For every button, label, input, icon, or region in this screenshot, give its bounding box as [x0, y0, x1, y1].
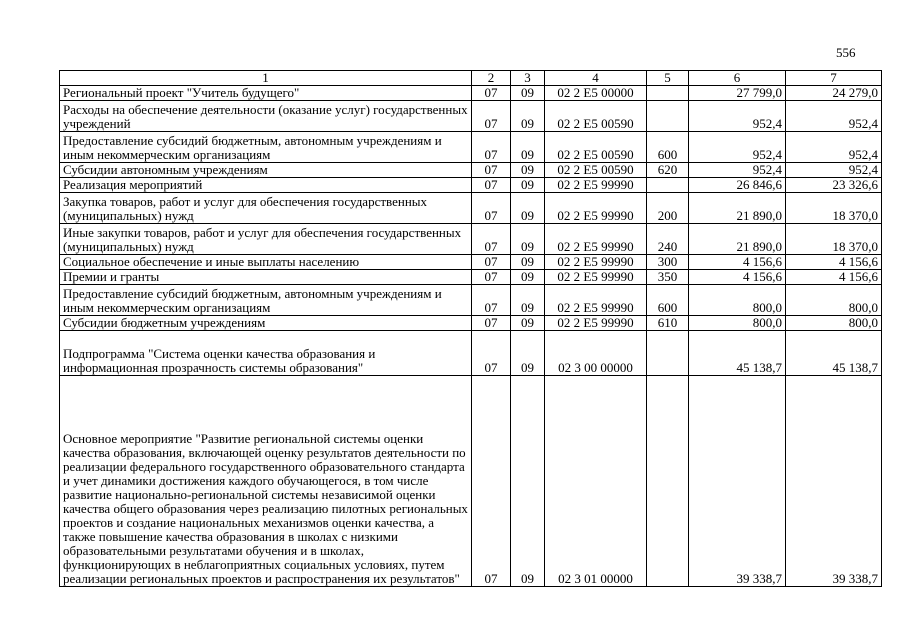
row-amount-col7: 952,4	[786, 163, 882, 178]
row-section: 07	[472, 255, 511, 270]
row-name: Закупка товаров, работ и услуг для обеспечения государственных (муниципальных) нужд	[60, 193, 472, 224]
row-target-code: 02 3 01 00000	[545, 376, 647, 587]
row-section: 07	[472, 224, 511, 255]
header-col-2: 2	[472, 71, 511, 86]
row-name: Иные закупки товаров, работ и услуг для обеспечения государственных (муниципальных) нужд	[60, 224, 472, 255]
row-target-code: 02 2 E5 99990	[545, 193, 647, 224]
row-target-code: 02 2 E5 99990	[545, 178, 647, 193]
row-amount-col7: 952,4	[786, 101, 882, 132]
row-amount-col7: 18 370,0	[786, 224, 882, 255]
page-number: 556	[836, 45, 856, 60]
table-row	[60, 178, 882, 193]
row-amount-col7: 800,0	[786, 285, 882, 316]
row-target-code: 02 2 E5 00590	[545, 101, 647, 132]
row-amount-col7: 39 338,7	[786, 376, 882, 587]
table-row	[60, 193, 882, 224]
table-row	[60, 224, 882, 255]
row-expense-type: 300	[647, 255, 689, 270]
row-expense-type	[647, 86, 689, 101]
row-name: Социальное обеспечение и иные выплаты населению	[60, 255, 472, 270]
row-target-code: 02 2 E5 99990	[545, 224, 647, 255]
row-section: 07	[472, 163, 511, 178]
row-amount-col6: 39 338,7	[689, 376, 786, 587]
row-name: Предоставление субсидий бюджетным, автономным учреждениям и иным некоммерческим организациям	[60, 132, 472, 163]
row-amount-col7: 18 370,0	[786, 193, 882, 224]
row-target-code: 02 2 E5 99990	[545, 316, 647, 331]
row-section: 07	[472, 316, 511, 331]
row-section: 07	[472, 285, 511, 316]
row-subsection: 09	[511, 86, 545, 101]
row-amount-col6: 952,4	[689, 101, 786, 132]
row-section: 07	[472, 132, 511, 163]
row-subsection: 09	[511, 316, 545, 331]
row-amount-col6: 800,0	[689, 285, 786, 316]
row-target-code: 02 2 E5 00590	[545, 163, 647, 178]
row-section: 07	[472, 376, 511, 587]
row-amount-col7: 4 156,6	[786, 255, 882, 270]
row-subsection: 09	[511, 270, 545, 285]
row-expense-type	[647, 376, 689, 587]
header-col-7: 7	[786, 71, 882, 86]
row-amount-col6: 21 890,0	[689, 193, 786, 224]
row-expense-type: 610	[647, 316, 689, 331]
row-subsection: 09	[511, 163, 545, 178]
row-name: Региональный проект "Учитель будущего"	[60, 86, 472, 101]
row-subsection: 09	[511, 331, 545, 376]
row-amount-col6: 800,0	[689, 316, 786, 331]
row-amount-col7: 45 138,7	[786, 331, 882, 376]
row-section: 07	[472, 331, 511, 376]
row-subsection: 09	[511, 193, 545, 224]
header-col-5: 5	[647, 71, 689, 86]
row-amount-col6: 952,4	[689, 132, 786, 163]
table-row	[60, 86, 882, 101]
row-expense-type: 600	[647, 285, 689, 316]
row-section: 07	[472, 270, 511, 285]
budget-table	[59, 70, 882, 587]
table-row	[60, 255, 882, 270]
row-amount-col7: 24 279,0	[786, 86, 882, 101]
row-name: Реализация мероприятий	[60, 178, 472, 193]
header-col-1: 1	[60, 71, 472, 86]
row-amount-col6: 26 846,6	[689, 178, 786, 193]
row-subsection: 09	[511, 285, 545, 316]
table-row	[60, 376, 882, 587]
row-target-code: 02 2 E5 99990	[545, 255, 647, 270]
row-subsection: 09	[511, 178, 545, 193]
row-amount-col6: 4 156,6	[689, 255, 786, 270]
table-row	[60, 285, 882, 316]
row-name: Основное мероприятие "Развитие региональной системы оценки качества образования, включающей оценку результатов деятельности по реализации федерального государственного образовательного стандарта и учет динамики достижения каждого обучающегося, в том числе развитие национально-региональной системы независимой оценки качества общего образования через реализацию пилотных региональных проектов и создание национальных механизмов оценки качества, а также повышение качества образования в школах с низкими образовательными результатами обучения и в школах, функционирующих в неблагоприятных социальных условиях, путем реализации региональных проектов и распространения их результатов"	[60, 376, 472, 587]
row-amount-col6: 952,4	[689, 163, 786, 178]
row-amount-col6: 45 138,7	[689, 331, 786, 376]
row-subsection: 09	[511, 101, 545, 132]
row-amount-col7: 800,0	[786, 316, 882, 331]
row-section: 07	[472, 193, 511, 224]
row-amount-col6: 4 156,6	[689, 270, 786, 285]
header-col-4: 4	[545, 71, 647, 86]
row-target-code: 02 2 E5 00590	[545, 132, 647, 163]
table-header-row	[60, 71, 882, 86]
header-col-3: 3	[511, 71, 545, 86]
row-expense-type	[647, 178, 689, 193]
row-expense-type: 350	[647, 270, 689, 285]
table-row	[60, 316, 882, 331]
row-target-code: 02 3 00 00000	[545, 331, 647, 376]
table-row	[60, 270, 882, 285]
row-subsection: 09	[511, 132, 545, 163]
row-expense-type: 200	[647, 193, 689, 224]
table-row	[60, 163, 882, 178]
row-subsection: 09	[511, 255, 545, 270]
row-amount-col6: 21 890,0	[689, 224, 786, 255]
row-expense-type: 600	[647, 132, 689, 163]
row-name: Премии и гранты	[60, 270, 472, 285]
row-amount-col7: 23 326,6	[786, 178, 882, 193]
row-expense-type: 620	[647, 163, 689, 178]
row-amount-col7: 952,4	[786, 132, 882, 163]
table-row	[60, 101, 882, 132]
row-name: Предоставление субсидий бюджетным, автономным учреждениям и иным некоммерческим организациям	[60, 285, 472, 316]
row-subsection: 09	[511, 224, 545, 255]
table-row	[60, 331, 882, 376]
row-section: 07	[472, 101, 511, 132]
row-expense-type	[647, 331, 689, 376]
row-section: 07	[472, 86, 511, 101]
row-expense-type: 240	[647, 224, 689, 255]
row-target-code: 02 2 E5 99990	[545, 285, 647, 316]
table-row	[60, 132, 882, 163]
row-name: Подпрограмма "Система оценки качества образования и информационная прозрачность системы образования"	[60, 331, 472, 376]
row-amount-col6: 27 799,0	[689, 86, 786, 101]
row-name: Субсидии автономным учреждениям	[60, 163, 472, 178]
row-amount-col7: 4 156,6	[786, 270, 882, 285]
row-name: Субсидии бюджетным учреждениям	[60, 316, 472, 331]
header-col-6: 6	[689, 71, 786, 86]
row-target-code: 02 2 E5 00000	[545, 86, 647, 101]
row-expense-type	[647, 101, 689, 132]
row-target-code: 02 2 E5 99990	[545, 270, 647, 285]
row-name: Расходы на обеспечение деятельности (оказание услуг) государственных учреждений	[60, 101, 472, 132]
row-subsection: 09	[511, 376, 545, 587]
row-section: 07	[472, 178, 511, 193]
